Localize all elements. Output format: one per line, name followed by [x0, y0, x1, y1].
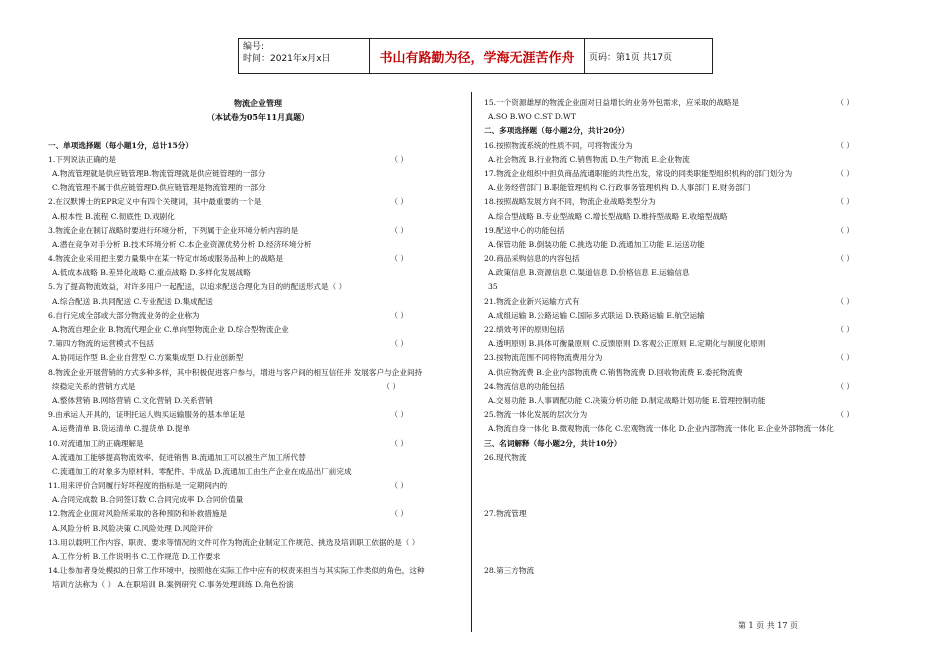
page-info: 页码：第1页 共17页	[589, 52, 673, 63]
question-text	[48, 507, 468, 521]
answer-bracket: （ ）	[390, 254, 408, 264]
line-text: A.协同运作型 B.企业自营型 C.方案集成型 D.行业创新型	[52, 353, 244, 363]
line-text: A.交易功能 B.人事调配功能 C.决策分析功能 D.制定战略计划功能 E.管理控制功能	[488, 395, 766, 405]
line-text: 26.现代物流	[484, 452, 527, 462]
question-options	[48, 522, 468, 536]
answer-bracket: （ ）	[390, 197, 408, 207]
question-text	[48, 309, 468, 323]
answer-bracket: （ ）	[836, 225, 854, 235]
line-text: 4.物流企业采用把主要力量集中在某一特定市场或服务品种上的战略是	[48, 254, 284, 264]
question-options	[484, 238, 914, 252]
answer-bracket: （ ）	[382, 381, 400, 391]
line-text: A.流通加工能够提高物流效率、促进销售 B.流通加工可以被生产加工所代替	[52, 452, 306, 462]
question-options	[48, 550, 468, 564]
line-text: A.物流自理企业 B.物流代理企业 C.单向型物流企业 D.综合型物流企业	[52, 325, 289, 334]
question-text	[48, 437, 468, 451]
column-divider	[471, 92, 472, 632]
line-text: 9.由承运人开具的，证明托运人购买运输服务的基本单证是	[48, 410, 246, 420]
line-text: 6.自行完成全部或大部分物流业务的企业称为	[48, 310, 200, 320]
question-text	[484, 380, 914, 394]
answer-bracket: （ ）	[836, 98, 854, 107]
answer-bracket: （ ）	[390, 481, 408, 491]
question-options	[48, 295, 468, 309]
answer-bracket: （ ）	[836, 410, 854, 420]
answer-bracket: （ ）	[836, 325, 854, 334]
question-text	[484, 323, 914, 337]
line-text: 18.按照战略发展方向不同，物流企业战略类型分为	[484, 197, 656, 207]
answer-space	[484, 465, 914, 508]
question-text	[48, 366, 468, 380]
question-options	[48, 351, 468, 365]
line-text: A.综合配送 B.共同配送 C.专业配送 D.集成配送	[52, 296, 213, 306]
answer-bracket: （ ）	[836, 197, 854, 207]
line-text: A.运费清单 B.货运清单 C.提货单 D.提单	[52, 424, 191, 434]
page-footer: 第 1 页 共 17 页	[738, 621, 798, 630]
answer-bracket: （ ）	[390, 509, 408, 519]
question-options	[484, 210, 914, 224]
line-text: A.综合型战略 B.专业型战略 C.增长型战略 D.维持型战略 E.收缩型战略	[488, 211, 728, 221]
section-heading	[484, 437, 914, 451]
line-text: 35	[488, 282, 498, 292]
question-text	[48, 153, 468, 167]
line-text: A.整体营销 B.网络营销 C.文化营销 D.关系营销	[52, 395, 213, 405]
question-options	[48, 422, 468, 436]
line-text: 三、名词解释（每小题2分，共计10分）	[484, 438, 622, 448]
time-label: 时间：2021年x月x日	[243, 54, 331, 64]
left-column	[48, 96, 468, 593]
question-text	[48, 564, 468, 578]
line-text: 23.按物流范围不同将物流费用分为	[484, 353, 603, 363]
line-text: C.物流管理不属于供应链管理D.供应链管理是物流管理的一部分	[52, 183, 266, 193]
line-text: 培训方法称为（ ） A.在职培训 B.案例研究 C.事务处理训练 D.角色扮演	[52, 580, 294, 590]
question-options	[48, 210, 468, 224]
line-text: 14.让参加者身处模拟的日常工作环境中，按照他在实际工作中应有的权责来担当与其实际工作类似的角色，这种	[48, 566, 425, 576]
line-text: 20.商品采购信息的内容包括	[484, 254, 580, 264]
answer-bracket: （ ）	[836, 296, 854, 306]
question-text	[48, 337, 468, 351]
line-text: C.流通加工的对象多为原材料、零配件、半成品 D.流通加工由生产企业在成品出厂前完成	[52, 466, 352, 476]
line-text: 25.物流一体化发展的层次分为	[484, 410, 588, 420]
line-text: 21.物流企业新兴运输方式有	[484, 296, 580, 306]
line-text: 1.下列说法正确的是	[48, 154, 116, 164]
line-text: A.合同完成数 B.合同签订数 C.合同完成率 D.合同价值量	[52, 495, 244, 505]
question-options	[484, 337, 914, 351]
line-text: 15.一个资源雄厚的物流企业面对日益增长的业务外包需求，应采取的战略是	[484, 98, 740, 107]
line-text: 续稳定关系的营销方式是	[52, 381, 136, 391]
exam-title: 物流企业管理	[234, 98, 282, 108]
question-options	[484, 394, 914, 408]
line-text: 二、多项选择题（每小题2分，共计20分）	[484, 126, 629, 136]
answer-bracket: （ ）	[836, 140, 854, 150]
line-text: 7.第四方物流的运营模式不包括	[48, 339, 154, 349]
line-text: A.政策信息 B.资源信息 C.渠道信息 D.价格信息 E.运输信息	[488, 268, 690, 278]
header-meta	[239, 39, 370, 73]
answer-bracket: （ ）	[390, 438, 408, 448]
question-text	[48, 252, 468, 266]
question-options	[48, 493, 468, 507]
question-text	[484, 564, 914, 578]
line-text: 16.按照物流系统的性质不同，可将物流分为	[484, 140, 633, 150]
line-text: 2.在汉默博士的EPR定义中有四个关键词，其中最重要的一个是	[48, 197, 262, 207]
question-list	[48, 153, 468, 593]
line-text: 12.物流企业面对风险所采取的各种预防和补救措施是	[48, 509, 228, 519]
line-text: 17.物流企业组织中担负商品流通职能的共性出发，常设的同类职能型组织机构的部门划分为	[484, 168, 793, 178]
line-text: A.根本性 B.流程 C.彻底性 D.戏剧化	[52, 211, 175, 221]
line-text: 27.物流管理	[484, 509, 527, 519]
question-options	[484, 181, 914, 195]
question-text	[484, 167, 914, 181]
question-options	[48, 238, 468, 252]
answer-bracket: （ ）	[390, 154, 408, 164]
question-options	[484, 153, 914, 167]
question-text	[484, 224, 914, 238]
question-text	[484, 507, 914, 521]
answer-bracket: （ ）	[836, 168, 854, 178]
question-options	[48, 451, 468, 465]
line-text: A.SO B.WO C.ST D.WT	[488, 112, 576, 122]
question-options	[484, 280, 914, 294]
line-text: 24.物流信息的功能包括	[484, 381, 565, 391]
answer-bracket: （ ）	[390, 410, 408, 420]
question-options	[48, 323, 468, 337]
answer-bracket: （ ）	[836, 254, 854, 264]
question-text	[48, 280, 468, 294]
right-column	[484, 96, 914, 578]
question-text	[484, 408, 914, 422]
question-options	[48, 266, 468, 280]
header-table	[238, 38, 713, 74]
line-text: 5.为了提高物流效益，对许多用户一起配送，以追求配送合理化为目的的配送形式是（ ）	[48, 282, 347, 292]
question-options	[484, 110, 914, 124]
answer-space	[484, 522, 914, 565]
motto: 书山有路勤为径，学海无涯苦作舟	[370, 39, 585, 73]
line-text: 10.对流通加工的正确理解是	[48, 438, 144, 448]
answer-bracket: （ ）	[836, 353, 854, 363]
spacer	[48, 124, 468, 138]
question-options	[484, 266, 914, 280]
line-text: A.业务经营部门 B.职能管理机构 C.行政事务管理机构 D.人事部门 E.财务部门	[488, 183, 751, 193]
exam-subtitle: （本试卷为05年11月真题）	[206, 112, 310, 123]
line-text: 3.物流企业在制订战略时要进行环境分析，下列属于企业环境分析内容的是	[48, 225, 299, 235]
line-text: A.风险分析 B.风险决策 C.风险处理 D.风险评价	[52, 523, 213, 533]
line-text: A.成组运输 B.公路运输 C.国际多式联运 D.铁路运输 E.航空运输	[488, 310, 705, 320]
question-text	[484, 139, 914, 153]
question-options	[48, 578, 468, 592]
line-text: A.潜在竞争对手分析 B.技术环境分析 C.本企业资源优势分析 D.经济环境分析	[52, 239, 312, 249]
question-options	[48, 181, 468, 195]
question-text	[48, 479, 468, 493]
question-text	[48, 224, 468, 238]
section-heading: 一、单项选择题（每小题1分，总计15分）	[48, 140, 193, 150]
line-text: A.物流管理就是供应链管理B.物流管理就是供应链管理的一部分	[52, 168, 266, 178]
line-text: A.物流自身一体化 B.微观物流一体化 C.宏观物流一体化 D.企业内部物流一体化 E.企业外部物流一体化	[488, 424, 834, 434]
question-options	[48, 465, 468, 479]
line-text: A.保管功能 B.倒装功能 C.挑选功能 D.流通加工功能 E.运送功能	[488, 239, 705, 249]
question-options	[48, 394, 468, 408]
line-text: 22.绩效考评的原则包括	[484, 325, 565, 334]
question-options	[48, 380, 468, 394]
question-options	[484, 366, 914, 380]
question-options	[484, 422, 914, 436]
line-text: A.供应物流费 B.企业内部物流费 C.销售物流费 D.回收物流费 E.委托物流费	[488, 367, 743, 377]
section-heading	[484, 124, 914, 138]
line-text: A.透明原则 B.具体可衡量原则 C.反馈原则 D.客观公正原则 E.定期化与制度化原则	[488, 339, 766, 349]
line-text: A.低成本战略 B.差异化战略 C.重点战略 D.多样化发展战略	[52, 268, 251, 278]
line-text: 13.用以载明工作内容、职责、要求等情况的文件可作为物流企业制定工作规范、挑选及培训职工依据的是（ ）	[48, 537, 420, 547]
question-options	[484, 309, 914, 323]
question-text	[484, 451, 914, 465]
question-list	[484, 96, 914, 578]
line-text: 19.配送中心的功能包括	[484, 225, 565, 235]
answer-bracket: （ ）	[390, 225, 408, 235]
question-text	[484, 195, 914, 209]
answer-bracket: （ ）	[390, 310, 408, 320]
question-options	[48, 167, 468, 181]
question-text	[48, 408, 468, 422]
question-text	[48, 195, 468, 209]
id-label: 编号:	[243, 42, 265, 52]
line-text: 11.用来评价合同履行好坏程度的指标是一定期间内的	[48, 481, 228, 491]
answer-bracket: （ ）	[836, 381, 854, 391]
answer-bracket: （ ）	[390, 339, 408, 349]
question-text	[48, 536, 468, 550]
question-text	[484, 96, 914, 110]
line-text: 28.第三方物流	[484, 566, 535, 576]
line-text: A.社会物流 B.行业物流 C.销售物流 D.生产物流 E.企业物流	[488, 154, 690, 164]
question-text	[484, 295, 914, 309]
line-text: A.工作分析 B.工作说明书 C.工作规范 D.工作要求	[52, 552, 221, 561]
question-text	[484, 351, 914, 365]
question-text	[484, 252, 914, 266]
line-text: 8.物流企业开展营销的方式多种多样，其中积极促进客户参与，增进与客户间的相互信任并 发展客户与企业间持	[48, 367, 423, 377]
